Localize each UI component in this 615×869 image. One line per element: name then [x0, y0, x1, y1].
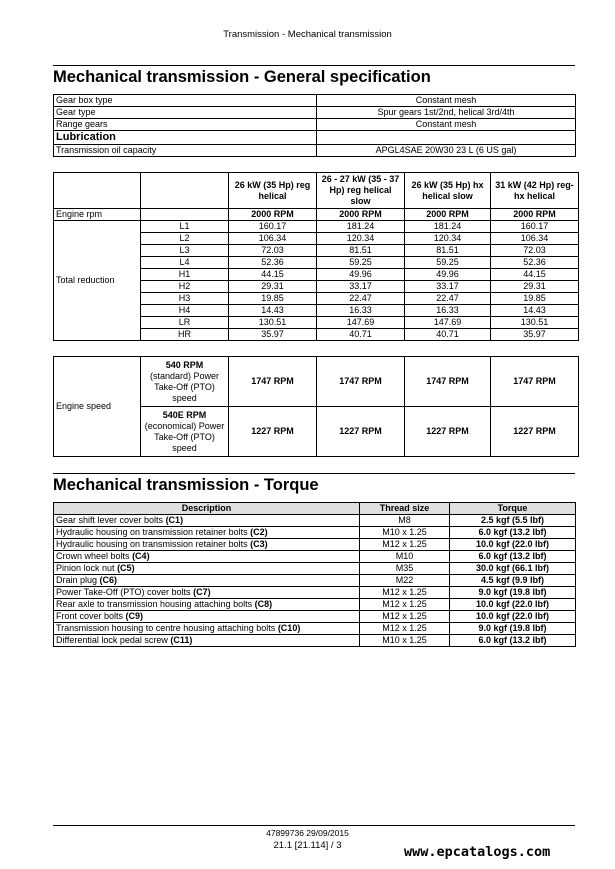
torque-description: [54, 587, 360, 599]
reduction-value: 160.17: [491, 221, 579, 233]
reduction-value: 106.34: [229, 233, 317, 245]
gear-label: H2: [141, 281, 229, 293]
reduction-value: 22.47: [317, 293, 405, 305]
pto-mode-rpm: 540 RPM: [165, 359, 204, 370]
torque-callout-code: (C8): [254, 599, 273, 609]
reduction-value: 33.17: [405, 281, 491, 293]
thread-size: M12 x 1.25: [360, 539, 450, 551]
reduction-value: 33.17: [317, 281, 405, 293]
torque-description-text: Hydraulic housing on transmission retainer bolts: [56, 527, 248, 537]
gear-label: L2: [141, 233, 229, 245]
torque-value: 9.0 kgf (19.8 lbf): [450, 587, 576, 599]
gear-label: LR: [141, 317, 229, 329]
torque-description-text: Drain plug: [56, 575, 98, 585]
oil-capacity-row: [54, 145, 576, 157]
torque-value: 6.0 kgf (13.2 lbf): [450, 635, 576, 647]
reduction-value: 14.43: [491, 305, 579, 317]
spec-label: Range gears: [54, 119, 317, 131]
torque-row: [54, 515, 576, 527]
spec-value: Constant mesh: [317, 119, 576, 131]
torque-row: [54, 563, 576, 575]
spec-label: Gear box type: [54, 95, 317, 107]
footer-doc-ref: 47899736 29/09/2015: [266, 828, 349, 838]
rpm-value: 2000 RPM: [229, 209, 317, 221]
reduction-value: 147.69: [405, 317, 491, 329]
reduction-value: 52.36: [229, 257, 317, 269]
torque-row: [54, 539, 576, 551]
oil-capacity-label: Transmission oil capacity: [54, 145, 317, 157]
torque-row: [54, 599, 576, 611]
torque-description: [54, 539, 360, 551]
torque-description-text: Rear axle to transmission housing attaching bolts: [56, 599, 253, 609]
torque-title: Mechanical transmission - Torque: [53, 476, 319, 494]
gear-label: H3: [141, 293, 229, 305]
spec-row: [54, 107, 576, 119]
reduction-value: 29.31: [229, 281, 317, 293]
reduction-value: 120.34: [317, 233, 405, 245]
torque-row: [54, 611, 576, 623]
torque-description: [54, 575, 360, 587]
reduction-table: [53, 172, 579, 341]
torque-row: [54, 635, 576, 647]
gear-label: H1: [141, 269, 229, 281]
gear-label: L1: [141, 221, 229, 233]
pto-speed-value: 1227 RPM: [229, 407, 317, 457]
torque-row: [54, 575, 576, 587]
reduction-value: 72.03: [491, 245, 579, 257]
gear-label: L3: [141, 245, 229, 257]
engine-speed-table: [53, 356, 579, 457]
gear-label: HR: [141, 329, 229, 341]
torque-callout-code: (C6): [99, 575, 118, 585]
reduction-value: 35.97: [491, 329, 579, 341]
thread-size: M12 x 1.25: [360, 587, 450, 599]
footer-page-number: 21.1 [21.114] / 3: [273, 840, 342, 851]
reduction-value: 130.51: [491, 317, 579, 329]
reduction-value: 81.51: [405, 245, 491, 257]
watermark: www.epcatalogs.com: [404, 844, 551, 860]
torque-description-text: Crown wheel bolts: [56, 551, 130, 561]
torque-callout-code: (C11): [170, 635, 193, 645]
torque-value: 10.0 kgf (22.0 lbf): [450, 611, 576, 623]
thread-size: M10: [360, 551, 450, 563]
general-spec-title: Mechanical transmission - General specification: [53, 68, 431, 86]
torque-callout-code: (C9): [125, 611, 144, 621]
reduction-value: 59.25: [405, 257, 491, 269]
running-header: Transmission - Mechanical transmission: [223, 29, 392, 40]
reduction-value: 59.25: [317, 257, 405, 269]
torque-col-header: Thread size: [360, 503, 450, 515]
torque-callout-code: (C10): [277, 623, 301, 633]
thread-size: M10 x 1.25: [360, 527, 450, 539]
reduction-value: 106.34: [491, 233, 579, 245]
gear-label: H4: [141, 305, 229, 317]
col-header: 26 - 27 kW (35 - 37 Hp) reg helical slow: [317, 173, 405, 209]
pto-mode-desc: (standard) Power Take-Off (PTO) speed: [149, 370, 220, 403]
thread-size: M10 x 1.25: [360, 635, 450, 647]
engine-rpm-row: [54, 209, 579, 221]
pto-speed-value: 1227 RPM: [405, 407, 491, 457]
pto-mode-desc: (economical) Power Take-Off (PTO) speed: [144, 420, 225, 453]
rpm-value: 2000 RPM: [405, 209, 491, 221]
reduction-value: 16.33: [317, 305, 405, 317]
torque-description-text: Pinion lock nut: [56, 563, 115, 573]
thread-size: M35: [360, 563, 450, 575]
reduction-value: 181.24: [405, 221, 491, 233]
pto-speed-value: 1747 RPM: [229, 357, 317, 407]
engine-rpm-label: Engine rpm: [54, 209, 141, 221]
spec-label: Gear type: [54, 107, 317, 119]
lubrication-heading-row: [54, 131, 576, 145]
reduction-value: 40.71: [405, 329, 491, 341]
torque-row: [54, 551, 576, 563]
spec-value: Spur gears 1st/2nd, helical 3rd/4th: [317, 107, 576, 119]
lubrication-heading: Lubrication: [54, 131, 317, 145]
reduction-value: 181.24: [317, 221, 405, 233]
torque-description: [54, 527, 360, 539]
reduction-value: 49.96: [405, 269, 491, 281]
pto-speed-value: 1747 RPM: [405, 357, 491, 407]
thread-size: M8: [360, 515, 450, 527]
torque-row: [54, 587, 576, 599]
reduction-value: 147.69: [317, 317, 405, 329]
reduction-value: 19.85: [229, 293, 317, 305]
thread-size: M22: [360, 575, 450, 587]
oil-capacity-value: APGL4SAE 20W30 23 L (6 US gal): [317, 145, 576, 157]
thread-size: M12 x 1.25: [360, 611, 450, 623]
torque-callout-code: (C3): [250, 539, 268, 549]
pto-speed-value: 1747 RPM: [317, 357, 405, 407]
pto-speed-value: 1747 RPM: [491, 357, 579, 407]
spec-row: [54, 119, 576, 131]
pto-row: [54, 357, 579, 407]
reduction-value: 22.47: [405, 293, 491, 305]
torque-description: [54, 563, 360, 575]
torque-description-text: Power Take-Off (PTO) cover bolts: [56, 587, 191, 597]
torque-header-row: [54, 503, 576, 515]
footer-rule: [53, 825, 575, 826]
reduction-value: 44.15: [229, 269, 317, 281]
reduction-header-row: [54, 173, 579, 209]
torque-value: 2.5 kgf (5.5 lbf): [450, 515, 576, 527]
torque-value: 10.0 kgf (22.0 lbf): [450, 539, 576, 551]
torque-description: [54, 551, 360, 563]
reduction-value: 160.17: [229, 221, 317, 233]
torque-value: 9.0 kgf (19.8 lbf): [450, 623, 576, 635]
torque-value: 6.0 kgf (13.2 lbf): [450, 527, 576, 539]
spec-row: [54, 95, 576, 107]
torque-callout-code: (C5): [117, 563, 135, 573]
col-header: 26 kW (35 Hp) hx helical slow: [405, 173, 491, 209]
torque-description: [54, 599, 360, 611]
torque-description-text: Differential lock pedal screw: [56, 635, 168, 645]
reduction-value: 44.15: [491, 269, 579, 281]
reduction-value: 72.03: [229, 245, 317, 257]
reduction-value: 120.34: [405, 233, 491, 245]
pto-mode: [141, 407, 229, 457]
torque-table: [53, 502, 576, 647]
reduction-row: [54, 221, 579, 233]
torque-callout-code: (C4): [132, 551, 150, 561]
torque-body: [54, 515, 576, 647]
general-spec-table: [53, 94, 576, 157]
reduction-value: 130.51: [229, 317, 317, 329]
rpm-value: 2000 RPM: [317, 209, 405, 221]
torque-value: 30.0 kgf (66.1 lbf): [450, 563, 576, 575]
reduction-value: 14.43: [229, 305, 317, 317]
thread-size: M12 x 1.25: [360, 599, 450, 611]
torque-description-text: Gear shift lever cover bolts: [56, 515, 164, 525]
torque-description-text: Front cover bolts: [56, 611, 124, 621]
total-reduction-label: Total reduction: [54, 221, 141, 341]
spec-value: Constant mesh: [317, 95, 576, 107]
reduction-value: 16.33: [405, 305, 491, 317]
reduction-value: 49.96: [317, 269, 405, 281]
torque-description: [54, 623, 360, 635]
reduction-value: 81.51: [317, 245, 405, 257]
torque-col-header: Torque: [450, 503, 576, 515]
torque-callout-code: (C7): [193, 587, 211, 597]
col-header: 26 kW (35 Hp) reg helical: [229, 173, 317, 209]
torque-value: 6.0 kgf (13.2 lbf): [450, 551, 576, 563]
torque-callout-code: (C1): [165, 515, 184, 525]
torque-description-text: Transmission housing to centre housing attaching bolts: [56, 623, 276, 633]
torque-description: [54, 635, 360, 647]
reduction-value: 52.36: [491, 257, 579, 269]
engine-speed-label: Engine speed: [54, 357, 141, 457]
gear-label: L4: [141, 257, 229, 269]
torque-value: 4.5 kgf (9.9 lbf): [450, 575, 576, 587]
section-rule: [53, 473, 575, 474]
reduction-value: 40.71: [317, 329, 405, 341]
torque-description: [54, 515, 360, 527]
reduction-body: [54, 221, 579, 341]
pto-mode: [141, 357, 229, 407]
reduction-value: 29.31: [491, 281, 579, 293]
pto-speed-value: 1227 RPM: [317, 407, 405, 457]
torque-description: [54, 611, 360, 623]
col-header: 31 kW (42 Hp) reg-hx helical: [491, 173, 579, 209]
torque-row: [54, 527, 576, 539]
rpm-value: 2000 RPM: [491, 209, 579, 221]
thread-size: M12 x 1.25: [360, 623, 450, 635]
pto-mode-rpm: 540E RPM: [162, 409, 207, 420]
section-rule: [53, 65, 575, 66]
torque-callout-code: (C2): [250, 527, 268, 537]
torque-col-header: Description: [54, 503, 360, 515]
reduction-value: 35.97: [229, 329, 317, 341]
reduction-value: 19.85: [491, 293, 579, 305]
pto-speed-value: 1227 RPM: [491, 407, 579, 457]
torque-row: [54, 623, 576, 635]
torque-description-text: Hydraulic housing on transmission retainer bolts: [56, 539, 248, 549]
torque-value: 10.0 kgf (22.0 lbf): [450, 599, 576, 611]
